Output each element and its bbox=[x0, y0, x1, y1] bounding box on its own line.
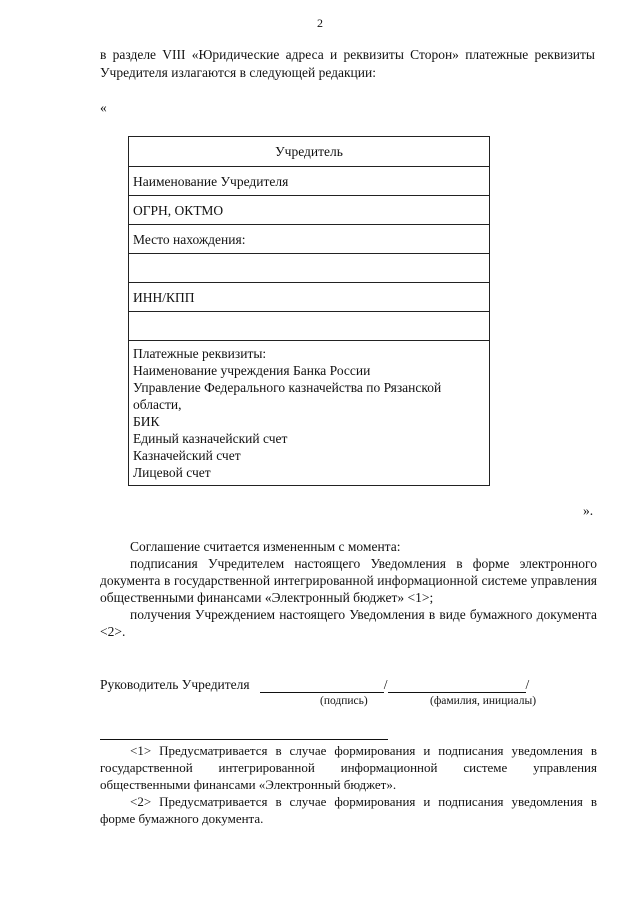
name-blank bbox=[388, 678, 526, 693]
footnote-2: <2> Предусматривается в случае формирования и подписания уведомления в форме бумажного документа. bbox=[100, 794, 597, 826]
table-row-ogrn: ОГРН, ОКТМО bbox=[129, 196, 490, 225]
payment-line: Лицевой счет bbox=[133, 465, 211, 480]
signature-line bbox=[100, 677, 600, 693]
table-row-name: Наименование Учредителя bbox=[129, 167, 490, 196]
agreement-section bbox=[100, 538, 597, 640]
intro-paragraph: в разделе VIII «Юридические адреса и реквизиты Сторон» платежные реквизиты Учредителя излагаются в следующей редакции: bbox=[100, 47, 595, 80]
table-row-inn: ИНН/КПП bbox=[129, 283, 490, 312]
page-number: 2 bbox=[317, 16, 323, 30]
closing-quote: ». bbox=[583, 503, 594, 518]
payment-line: Единый казначейский счет bbox=[133, 431, 288, 446]
payment-line: Наименование учреждения Банка России bbox=[133, 363, 371, 378]
payment-line: Казначейский счет bbox=[133, 448, 241, 463]
founder-requisites-table bbox=[128, 136, 490, 486]
payment-line: Управление Федерального казначейства по Рязанской области, bbox=[133, 380, 442, 412]
footnote-1: <1> Предусматривается в случае формирования и подписания уведомления в государственной интегрированной информационной системе управления общественными финансами «Электронный бюджет». bbox=[100, 743, 597, 792]
payment-line: БИК bbox=[133, 414, 160, 429]
footnote-divider bbox=[100, 739, 388, 740]
agreement-item-1: подписания Учредителем настоящего Уведомления в форме электронного документа в государственной интегрированной информационной системе управления общественными финансами «Электронный бюджет» <1>; bbox=[100, 556, 597, 605]
payment-line: Платежные реквизиты: bbox=[133, 346, 267, 361]
name-caption: (фамилия, инициалы) bbox=[430, 695, 537, 707]
agreement-title: Соглашение считается измененным с момента: bbox=[130, 539, 401, 554]
signature-caption: (подпись) bbox=[320, 695, 368, 707]
signature-label: Руководитель Учредителя bbox=[100, 677, 250, 692]
table-row-empty-1 bbox=[129, 254, 490, 283]
table-row-location: Место нахождения: bbox=[129, 225, 490, 254]
footnotes bbox=[100, 742, 597, 827]
table-row-payment bbox=[129, 341, 490, 486]
table-row-empty-2 bbox=[129, 312, 490, 341]
separator: / bbox=[383, 677, 388, 692]
opening-quote: « bbox=[100, 100, 107, 115]
separator: / bbox=[525, 677, 530, 692]
table-header: Учредитель bbox=[129, 137, 490, 167]
agreement-item-2: получения Учреждением настоящего Уведомления в виде бумажного документа <2>. bbox=[100, 607, 597, 639]
signature-blank bbox=[260, 678, 384, 693]
